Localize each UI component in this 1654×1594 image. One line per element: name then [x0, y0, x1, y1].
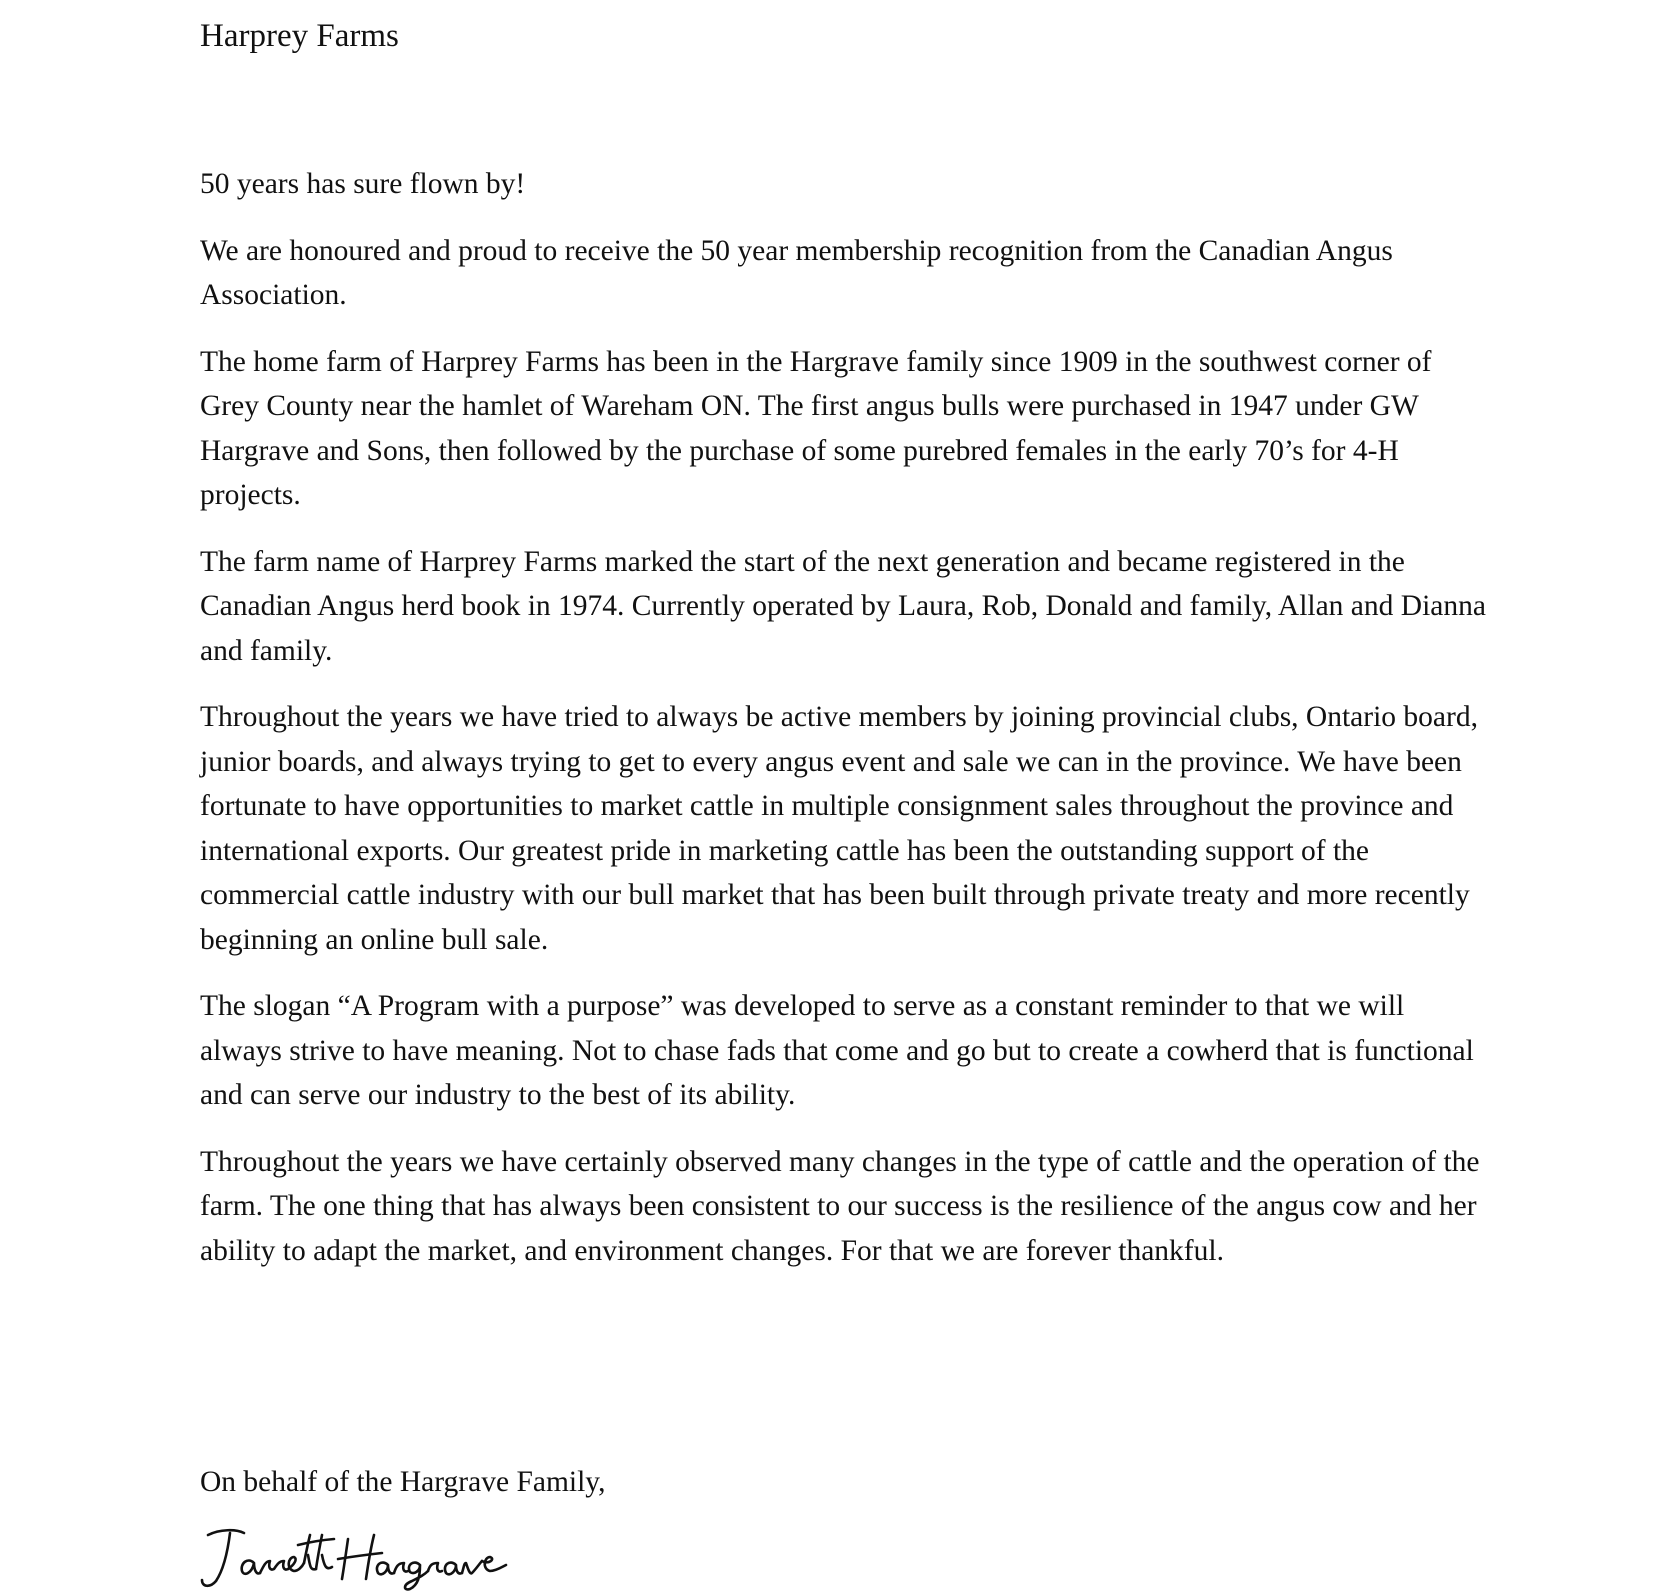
paragraph-history: The home farm of Harprey Farms has been in the Hargrave family since 1909 in the southwest corner of Grey County near the hamlet of Wareham ON. The first angus bulls were purchased in 1947 under GW Hargrave and Sons, then followed by the purchase of some purebred females in the early 70’s for 4-H projects.: [200, 345, 1432, 511]
letter-body: [200, 162, 1490, 1295]
letter-closing: On behalf of the Hargrave Family,: [200, 1466, 606, 1498]
paragraph-slogan: The slogan “A Program with a purpose” was developed to serve as a constant reminder to that we will always strive to have meaning. Not to chase fads that come and go but to create a cowherd that is functional and can serve our industry to the best of its ability.: [200, 990, 1474, 1111]
paragraph-recognition: We are honoured and proud to receive the 50 year membership recognition from the Canadian Angus Association.: [200, 234, 1393, 311]
paragraph-opening: 50 years has sure flown by!: [200, 168, 526, 200]
letterhead-title: Harprey Farms: [200, 18, 399, 54]
paragraph-activities: Throughout the years we have tried to always be active members by joining provincial clubs, Ontario board, junior boards, and always trying to get to every angus event and sale we can in the province. We have been fortunate to have opportunities to market cattle in multiple consignment sales throughout the province and international exports. Our greatest pride in marketing cattle has been the outstanding support of the commercial cattle industry with our bull market that has been built through private treaty and more recently beginning an online bull sale.: [200, 701, 1478, 956]
paragraph-thanks: Throughout the years we have certainly observed many changes in the type of cattle and the operation of the farm. The one thing that has always been consistent to our success is the resilience of the angus cow and her ability to adapt the market, and environment changes. For that we are forever thankful.: [200, 1145, 1480, 1267]
handwritten-signature: [198, 1525, 518, 1591]
paragraph-farm-name: The farm name of Harprey Farms marked the start of the next generation and became registered in the Canadian Angus herd book in 1974. Currently operated by Laura, Rob, Donald and family, Allan and Dianna and family.: [200, 545, 1486, 667]
